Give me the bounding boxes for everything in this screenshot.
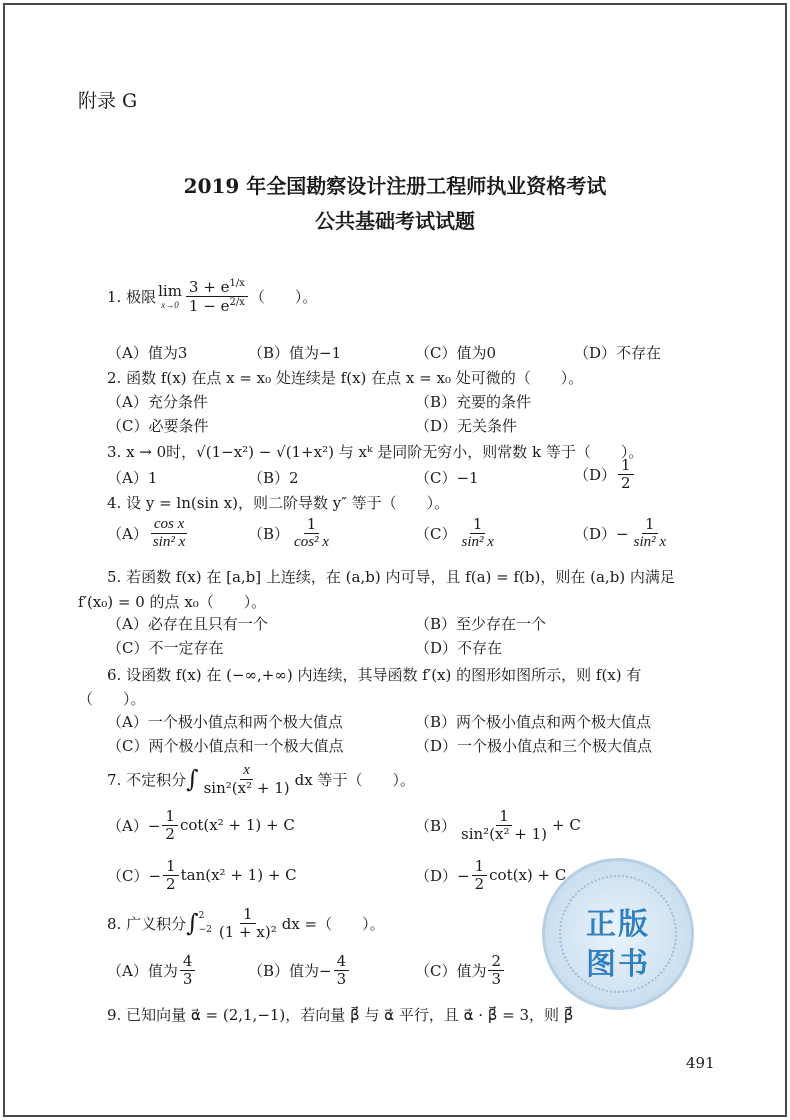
q7-a-den: 2 [165,824,175,843]
q8-b-pre: （B）值为− [248,961,332,980]
q3-option-d [574,457,636,491]
q8-b-den: 3 [336,969,347,988]
q7-label: 7. 不定积分 [107,770,187,789]
q7-b-pre: （B） [415,816,457,835]
q5-option-b: （B）至少存在一个 [415,615,547,633]
q1-den: 1 − e [188,296,230,315]
q7-b-post: + C [552,816,581,834]
stamp-line-2: 图书 [586,947,650,982]
q7-option-b [415,808,581,842]
q7-c-num: 1 [163,858,179,876]
q1-label: 1. 极限 [107,287,157,306]
q7-c-pre: （C）− [107,866,162,885]
q4-c-num: 1 [470,516,486,534]
q8-option-a [107,953,197,987]
q7-option-d [415,858,566,892]
q8-tail: dx =（ ）。 [281,914,385,933]
q8-den: (1 + x)² [218,922,277,941]
q8-a-pre: （A）值为 [107,961,178,980]
q8-upper-limit: 2 [198,910,205,921]
q4-b-den: cos² x [294,533,329,550]
q8-option-b [248,953,351,987]
q4-a-label: （A） [107,524,148,543]
q1-num-exp: 1/x [229,278,245,289]
page-number: 491 [686,1054,715,1072]
q7-den: sin²(x² + 1) [203,778,290,797]
q7-b-den: sin²(x² + 1) [461,824,548,843]
q4-b-label: （B） [248,524,290,543]
q4-d-label: （D）− [574,524,629,543]
question-4: 4. 设 y = ln(sin x)，则二阶导数 y″ 等于（ ）。 [107,494,450,512]
q8-c-den: 3 [491,969,502,988]
question-5-line-2: f′(x₀) = 0 的点 x₀（ ）。 [78,593,267,611]
question-3: 3. x → 0时，√(1−x²) − √(1+x²) 与 xᵏ 是同阶无穷小，则常数 k 等于（ ）。 [107,443,644,461]
q4-a-num: cos x [151,516,187,534]
question-6-line-1: 6. 设函数 f(x) 在 (−∞,+∞) 内连续，其导函数 f′(x) 的图形如图所示，则 f(x) 有 [107,666,642,684]
q7-b-num: 1 [496,808,512,826]
q4-option-d [574,516,671,550]
question-8 [107,906,385,940]
q1-lim: lim [158,282,182,300]
q4-option-c [415,516,499,550]
q8-c-num: 2 [488,953,504,971]
q8-num: 1 [240,906,256,924]
q5-option-a: （A）必存在且只有一个 [107,615,268,633]
q6-option-c: （C）两个极小值点和一个极大值点 [107,737,344,755]
q4-d-den: sin² x [633,533,667,550]
q3-option-c: （C）−1 [415,469,479,487]
question-5-line-1: 5. 若函数 f(x) 在 [a,b] 上连续，在 (a,b) 内可导，且 f(a) = f(b)，则在 (a,b) 内满足 [107,568,675,586]
q7-d-den: 2 [474,874,485,893]
question-1 [107,278,317,314]
q1-option-c: （C）值为0 [415,344,497,362]
q2-option-d: （D）无关条件 [415,417,518,435]
q8-label: 8. 广义积分 [107,914,187,933]
q2-option-b: （B）充要的条件 [415,393,532,411]
q8-c-pre: （C）值为 [415,961,487,980]
q5-option-d: （D）不存在 [415,639,503,657]
question-9: 9. 已知向量 α⃗ = (2,1,−1)，若向量 β⃗ 与 α⃗ 平行，且 α⃗ · β⃗ = 3，则 β⃗ [107,1006,574,1024]
q7-tail: dx 等于（ ）。 [294,770,415,789]
q7-c-den: 2 [166,874,176,893]
q1-lim-sub: x→0 [161,300,179,310]
q7-integral-sign: ∫ [186,765,199,793]
title-line-1: 2019 年全国勘察设计注册工程师执业资格考试 [183,174,607,198]
q7-d-pre: （D）− [415,866,470,885]
question-6-line-2: （ ）。 [78,690,146,708]
q1-option-d: （D）不存在 [574,344,662,362]
q4-d-num: 1 [642,516,658,534]
q1-option-a: （A）值为3 [107,344,188,362]
q2-option-c: （C）必要条件 [107,417,209,435]
q4-option-b [248,516,334,550]
q8-lower-limit: −2 [198,925,212,935]
q7-a-num: 1 [162,808,178,826]
title-line-2: 公共基础考试试题 [315,209,475,233]
q4-c-label: （C） [415,524,457,543]
q8-a-den: 3 [182,969,193,988]
q8-integral-sign: ∫ [186,909,199,937]
q7-a-pre: （A）− [107,816,161,835]
q4-a-den: sin² x [152,533,186,550]
q7-d-num: 1 [472,858,488,876]
q8-a-num: 4 [180,953,196,971]
q7-c-post: tan(x² + 1) + C [180,866,297,884]
q7-option-a [107,808,295,842]
q4-b-num: 1 [304,516,320,534]
q3-d-den: 2 [621,473,631,492]
q3-option-a: （A）1 [107,469,158,487]
q5-option-c: （C）不一定存在 [107,639,224,657]
q7-option-c [107,858,297,892]
genuine-book-stamp [542,858,694,1010]
stamp-line-1: 正版 [586,907,650,942]
q1-fraction [186,278,248,314]
question-7 [107,762,415,796]
q4-option-a [107,516,190,550]
q8-option-c [415,953,506,987]
q4-c-den: sin² x [461,533,494,550]
appendix-label: 附录 G [78,90,138,112]
q3-option-d-label: （D） [574,465,617,484]
q7-d-post: cot(x) + C [489,866,567,884]
q6-option-b: （B）两个极小值点和两个极大值点 [415,713,652,731]
q7-num: x [240,762,253,780]
q3-option-b: （B）2 [248,469,299,487]
question-2: 2. 函数 f(x) 在点 x = x₀ 处连续是 f(x) 在点 x = x₀ 处可微的（ ）。 [107,369,584,387]
q1-num: 3 + e [188,278,230,296]
q3-d-num: 1 [618,457,634,475]
q1-den-exp: 2/x [229,296,245,308]
q6-option-d: （D）一个极小值点和三个极大值点 [415,737,653,755]
q7-a-post: cot(x² + 1) + C [179,816,295,834]
q2-option-a: （A）充分条件 [107,393,208,411]
q8-b-num: 4 [334,953,350,971]
q1-paren: （ ）。 [249,287,318,306]
q6-option-a: （A）一个极小值点和两个极大值点 [107,713,343,731]
q1-option-b: （B）值为−1 [248,344,342,362]
